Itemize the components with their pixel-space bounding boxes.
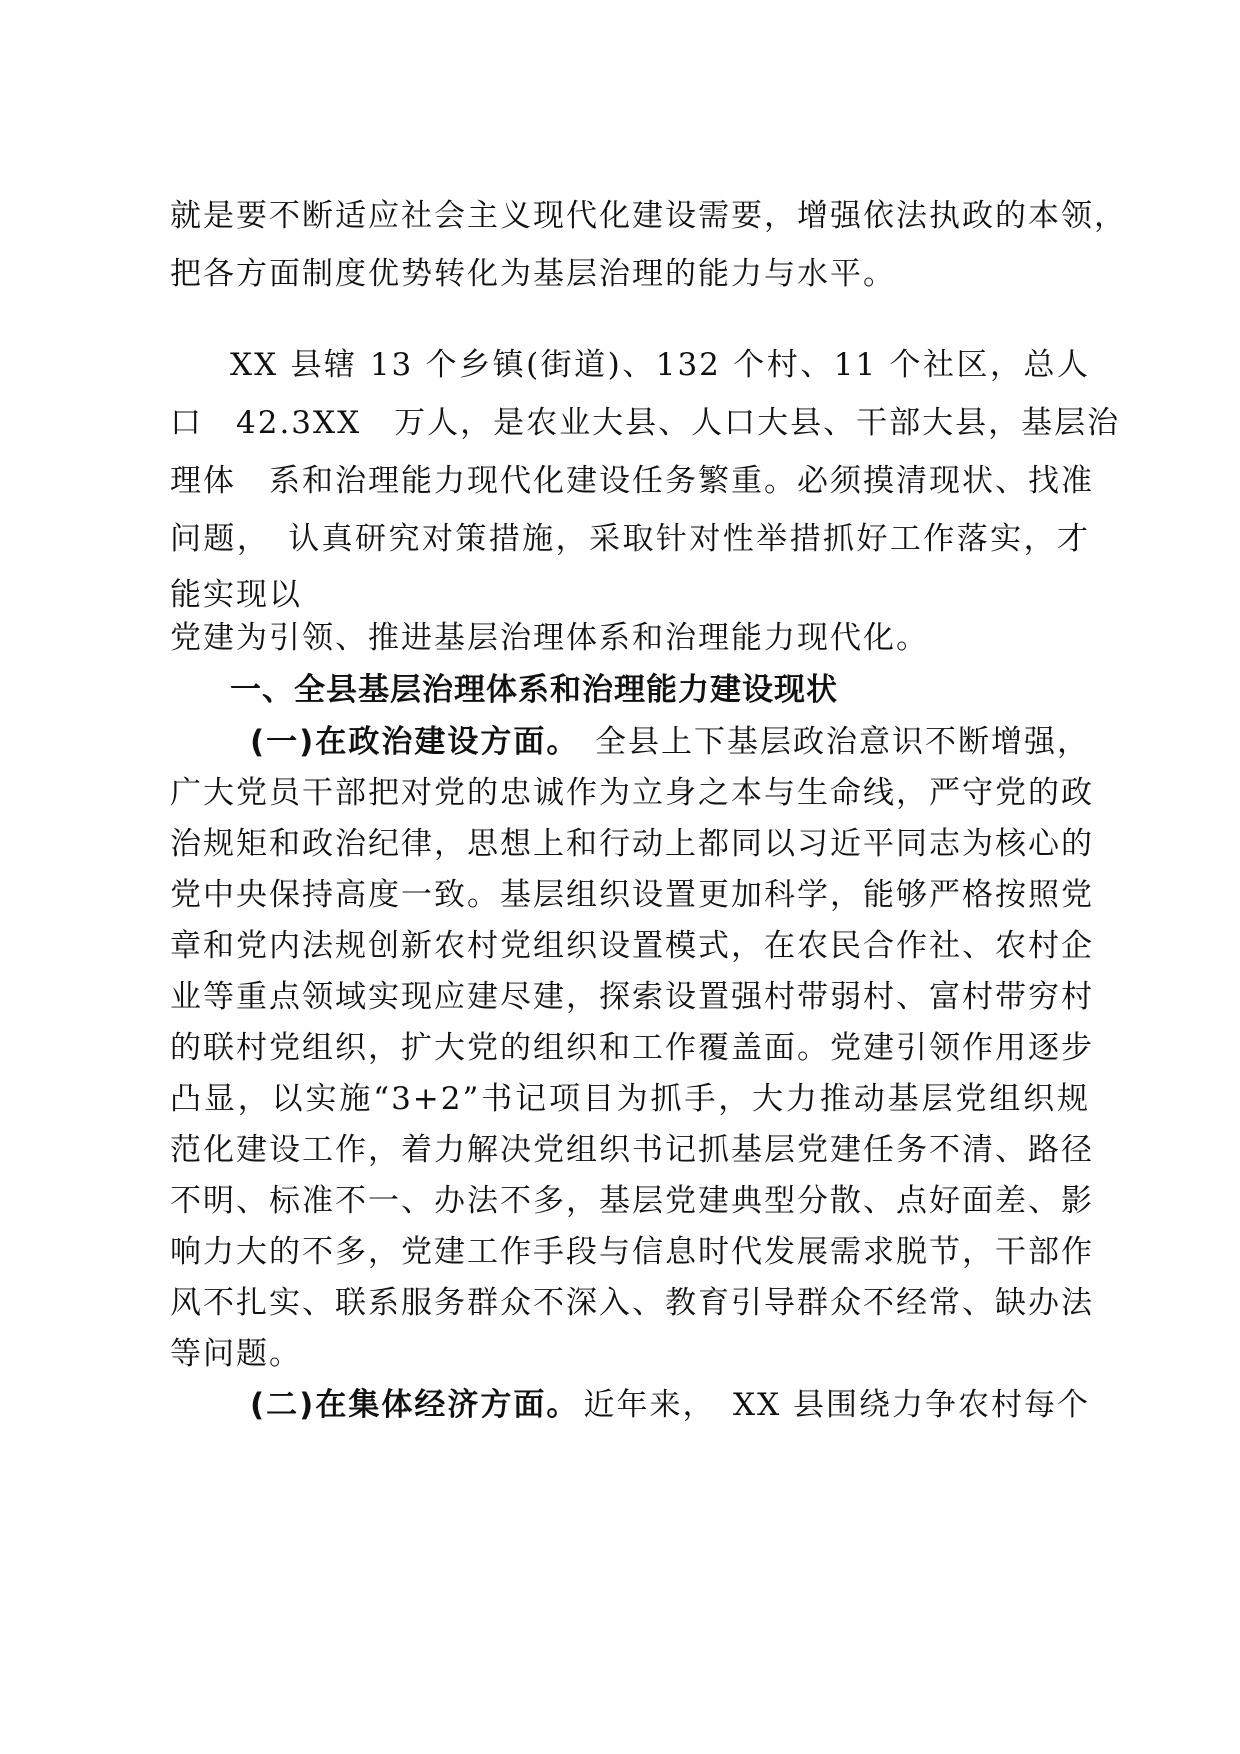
section-2-first-line-text: 近年来， XX 县围绕力争农村每个: [583, 1387, 1090, 1423]
section-heading: 一、全县基层治理体系和治理能力建设现状: [230, 672, 838, 708]
body-text-line: XX 县辖 13 个乡镇(街道)、132 个村、11 个社区，总人: [230, 347, 1090, 383]
section-1-lead: (一)在政治建设方面。: [250, 724, 580, 760]
body-text-line: 口 42.3XX 万人，是农业大县、人口大县、干部大县，基层治: [170, 405, 1121, 441]
body-text-line: 响力大的不多，党建工作手段与信息时代发展需求脱节，干部作: [170, 1234, 1094, 1270]
body-text-line: 等问题。: [170, 1336, 302, 1372]
section-2-first-line: [250, 1385, 1090, 1425]
body-text-line: 党中央保持高度一致。基层组织设置更加科学，能够严格按照党: [170, 877, 1094, 913]
body-text-line: 不明、标准不一、办法不多，基层党建典型分散、点好面差、影: [170, 1183, 1094, 1219]
body-text-line: 理体 系和治理能力现代化建设任务繁重。必须摸清现状、找准: [170, 463, 1094, 499]
body-text-line: 凸显，以实施“3+2”书记项目为抓手，大力推动基层党组织规: [170, 1081, 1090, 1117]
section-1-first-line-text: 全县上下基层政治意识不断增强，: [595, 724, 1090, 760]
body-text-line: 业等重点领域实现应建尽建，探索设置强村带弱村、富村带穷村: [170, 979, 1094, 1015]
body-text-line: 的联村党组织，扩大党的组织和工作覆盖面。党建引领作用逐步: [170, 1030, 1094, 1066]
body-text-line: 把各方面制度优势转化为基层治理的能力与水平。: [170, 256, 896, 292]
section-1-first-line: [250, 722, 1090, 762]
body-text-line: 能实现以: [170, 577, 302, 613]
body-text-line: 广大党员干部把对党的忠诚作为立身之本与生命线，严守党的政: [170, 775, 1094, 811]
body-text-line: 章和党内法规创新农村党组织设置模式，在农民合作社、农村企: [170, 928, 1094, 964]
body-text-line: 就是要不断适应社会主义现代化建设需要，增强依法执政的本领，: [170, 198, 1127, 234]
section-2-lead: (二)在集体经济方面。: [250, 1387, 580, 1423]
body-text-line: 治规矩和政治纪律，思想上和行动上都同以习近平同志为核心的: [170, 826, 1094, 862]
body-text-line: 风不扎实、联系服务群众不深入、教育引导群众不经常、缺办法: [170, 1285, 1094, 1321]
body-text-line: 范化建设工作，着力解决党组织书记抓基层党建任务不清、路径: [170, 1132, 1094, 1168]
body-text-line: 问题， 认真研究对策措施，采取针对性举措抓好工作落实，才: [170, 521, 1090, 557]
body-text-line: 党建为引领、推进基层治理体系和治理能力现代化。: [170, 620, 929, 656]
